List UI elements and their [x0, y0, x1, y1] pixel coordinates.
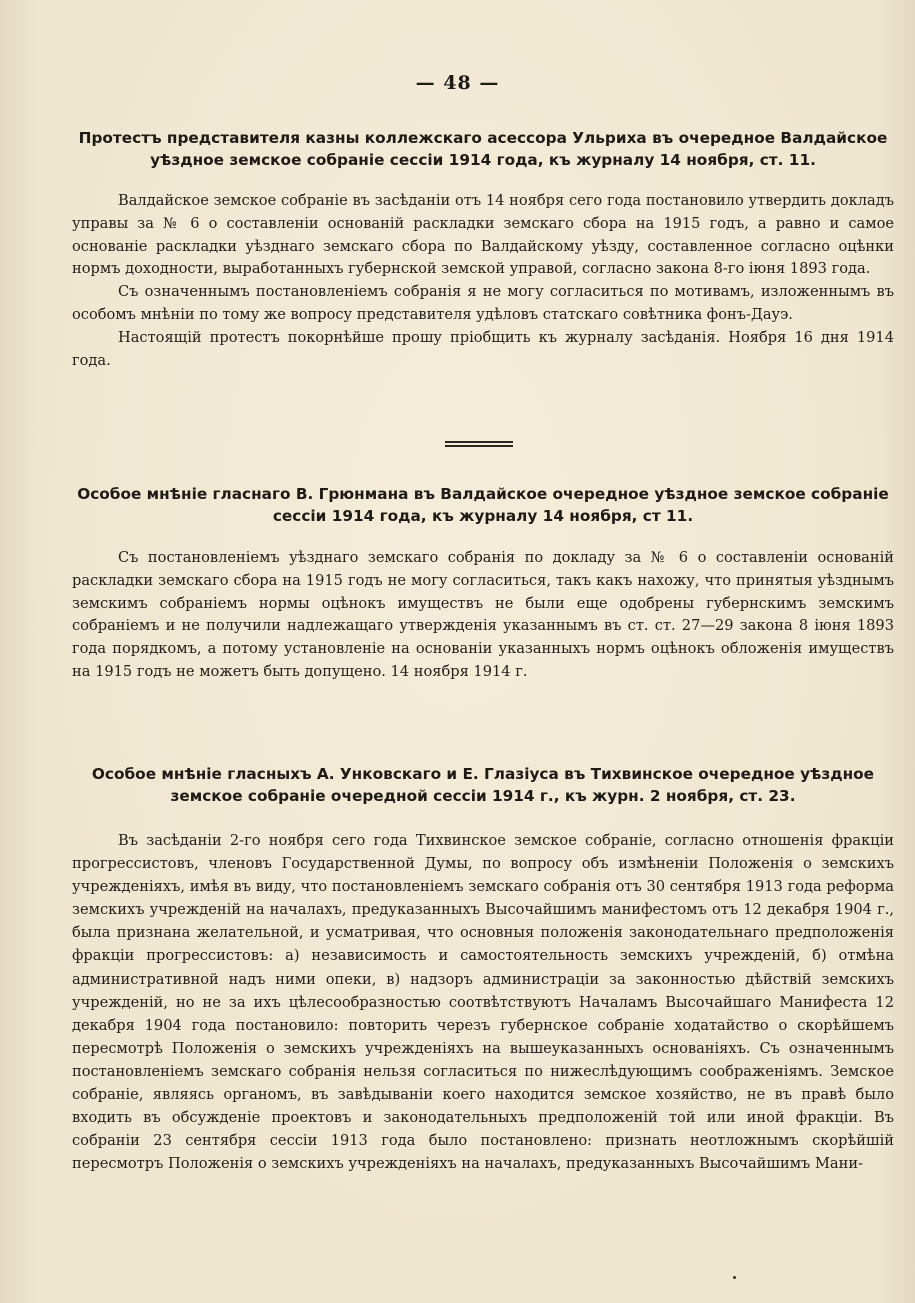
section-divider	[445, 441, 513, 447]
section-heading: Протестъ представителя казны коллежскаго асессора Ульриха въ очередное Валдайское уѣздное земское собраніе сессіи 1914 года, къ журналу 14 ноября, ст. 11.	[78, 129, 888, 169]
paragraph: Съ означеннымъ постановленіемъ собранія я не могу согласиться по мотивамъ, изложеннымъ въ особомъ мнѣніи по тому же вопросу представителя удѣловъ статскаго совѣтника фонъ-Дауэ.	[72, 283, 894, 323]
protest-ulrich-section	[72, 127, 894, 372]
section-body	[72, 190, 894, 372]
opinion-grunman-section	[72, 483, 894, 684]
page-number: — 48 —	[415, 72, 500, 94]
section-body	[72, 547, 894, 684]
paragraph: Съ постановленіемъ уѣзднаго земскаго собранія по докладу за № 6 о составленіи основаній раскладки земскаго сбора на 1915 годъ не могу согласиться, такъ какъ нахожу, что принятыя уѣзднымъ земскимъ собраніемъ нормы оцѣнокъ имуществъ не были еще одобрены губернскимъ земскимъ собраніемъ и не получили надлежащаго утвержденія указаннымъ въ ст. ст. 27—29 закона 8 іюня 1893 года порядкомъ, а потому установленіе на основаніи указанныхъ нормъ оцѣнокъ обложенія имуществъ на 1915 годъ не можетъ быть допущено. 14 ноября 1914 г.	[72, 549, 894, 680]
paragraph: Валдайское земское собраніе въ засѣданіи отъ 14 ноября сего года постановило утвердить докладъ управы за № 6 о составленіи основаній раскладки земскаго сбора на 1915 годъ, а равно и самое основаніе раскладки уѣзднаго земскаго сбора по Валдайскому уѣзду, составленное согласно оцѣнки нормъ доходности, выработанныхъ губернской земской управой, согласно закона 8-го іюня 1893 года.	[72, 192, 894, 278]
section-body	[72, 829, 894, 1175]
paragraph: Настоящій протестъ покорнѣйше прошу пріобщить къ журналу засѣданія. Ноября 16 дня 1914 года.	[72, 328, 894, 369]
section-heading: Особое мнѣніе гласнаго В. Грюнмана въ Валдайское очередное уѣздное земское собраніе сессіи 1914 года, къ журналу 14 ноября, ст 11.	[77, 485, 889, 525]
paragraph: Въ засѣданіи 2-го ноября сего года Тихвинское земское собраніе, согласно отношенія фракціи прогрессистовъ, членовъ Государственной Думы, по вопросу объ измѣненіи Положенія о земскихъ учрежденіяхъ, имѣя въ виду, что постановленіемъ земскаго собранія отъ 30 сентября 1913 года реформа земскихъ учрежденій на началахъ, предуказанныхъ Высочайшимъ манифестомъ отъ 12 декабря 1904 г., была признана желательной, и усматривая, что основныя положенія законодательнаго предположенія фракціи прогрессистовъ: а) независимость и самостоятельность земскихъ учрежденій, б) отмѣна административной надъ ними опеки, в) надзоръ администраціи за законностью дѣйствій земскихъ учрежденій, но не за ихъ цѣлесообразностью соотвѣтствуютъ Началамъ Высочайшаго Манифеста 12 декабря 1904 года постановило: повторить черезъ губернское собраніе ходатайство о скорѣйшемъ пересмотрѣ Положенія о земскихъ учрежденіяхъ на вышеуказанныхъ основаніяхъ. Съ означеннымъ постановленіемъ земскаго собранія нельзя согласиться по нижеслѣдующимъ соображеніямъ. Земское собраніе, являясь органомъ, въ завѣдываніи коего находится земское хозяйство, не въ правѣ было входить въ обсужденіе проектовъ и законодательныхъ предположеній той или иной фракціи. Въ собраніи 23 сентября сессіи 1913 года было постановлено: признать неотложнымъ скорѣйшій пересмотръ Положенія о земскихъ учрежденіяхъ на началахъ, предуказанныхъ Высочайшимъ Мани-	[72, 832, 894, 1173]
section-heading: Особое мнѣніе гласныхъ А. Унковскаго и Е. Глазіуса въ Тихвинское очередное уѣздное земское собраніе очередной сессіи 1914 г., къ журн. 2 ноября, ст. 23.	[91, 765, 875, 805]
ink-speck	[733, 1276, 736, 1279]
opinion-unkovsky-glazius-section	[72, 763, 894, 1175]
